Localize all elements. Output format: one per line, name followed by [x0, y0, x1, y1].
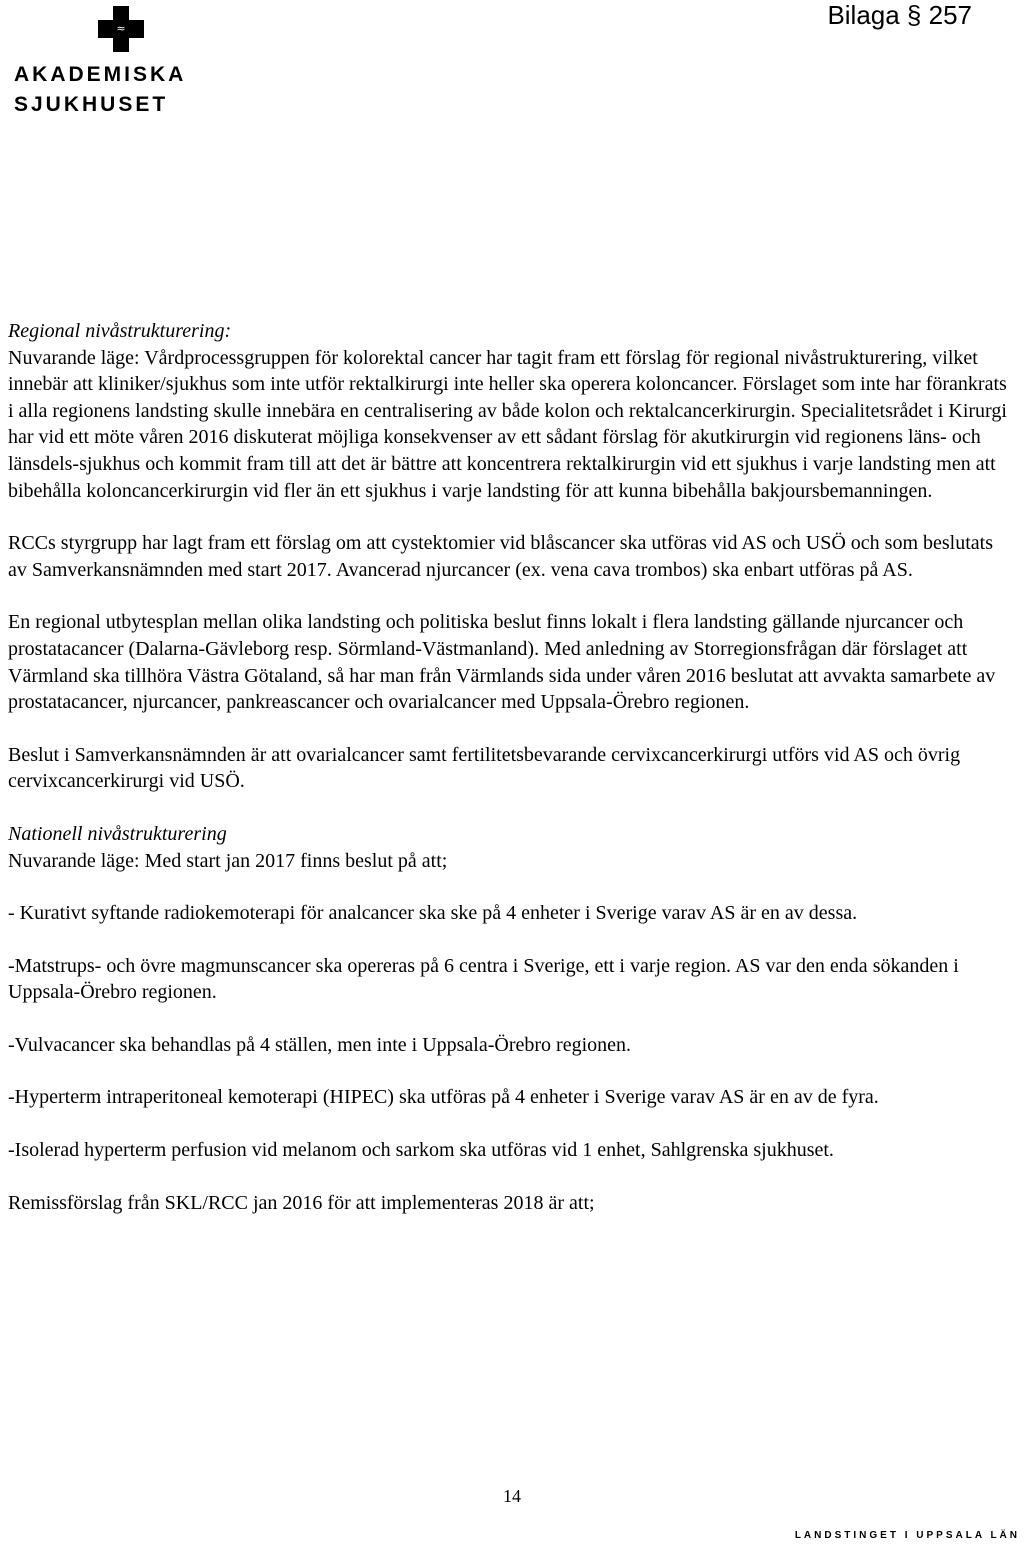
red-cross-icon — [98, 6, 144, 52]
list-item: -Vulvacancer ska behandlas på 4 ställen, men inte i Uppsala-Örebro regionen. — [8, 1033, 632, 1056]
list-item: - Kurativt syftande radiokemoterapi för analcancer ska ske på 4 enheter i Sverige varav AS är en av dessa. — [8, 902, 858, 925]
paragraph-nationell: Nuvarande läge: Med start jan 2017 finns beslut på att; — [8, 849, 448, 872]
logo-wordmark — [14, 60, 224, 120]
logo-line-2: SJUKHUSET — [14, 93, 169, 116]
paragraph-regional: Nuvarande läge: Vårdprocessgruppen för kolorektal cancer har tagit fram ett förslag för regional nivåstrukturering, vilket innebär att kliniker/sjukhus som inte utför rektalkirurgi inte heller ska operera koloncancer. Förslaget som inte har förankrats i alla regionens landsting skulle innebära en centralisering av både kolon och rektalcancerkirurgin. Specialitetsrådet i Kirurgi har vid ett möte våren 2016 diskuterat möjliga konsekvenser av ett sådant förslag för akutkirurgin vid regionens läns- och länsdels-sjukhus och kommit fram till att det är bättre att koncentrera rektalkirurgin vid ett sjukhus i varje landsting men att bibehålla koloncancerkirurgin vid fler än ett sjukhus i varje landsting för att kunna bibehålla bakjoursbemanningen. — [8, 346, 1007, 502]
page-number: 14 — [503, 1486, 521, 1506]
logo-emblem: ≈ — [116, 22, 126, 35]
hospital-logo — [14, 6, 224, 120]
paragraph-remiss: Remissförslag från SKL/RCC jan 2016 för att implementeras 2018 är att; — [8, 1191, 595, 1214]
logo-line-1: AKADEMISKA — [14, 63, 187, 86]
paragraph-beslut: Beslut i Samverkansnämnden är att ovarialcancer samt fertilitetsbevarande cervixcancerkirurgi utförs vid AS och övrig cervixcancerkirurgi vid USÖ. — [8, 743, 961, 793]
list-item: -Isolerad hyperterm perfusion vid melanom och sarkom ska utföras vid 1 enhet, Sahlgrenska sjukhuset. — [8, 1139, 834, 1162]
list-item: -Hyperterm intraperitoneal kemoterapi (HIPEC) ska utföras på 4 enheter i Sverige varav AS är en av de fyra. — [8, 1086, 879, 1109]
appendix-reference: Bilaga § 257 — [827, 0, 972, 30]
heading-nationell: Nationell nivåstrukturering — [8, 822, 227, 845]
footer-organization: LANDSTINGET I UPPSALA LÄN — [794, 1530, 1020, 1541]
list-item: -Matstrups- och övre magmunscancer ska opereras på 6 centra i Sverige, ett i varje region. AS var den enda sökanden i Uppsala-Örebro regionen. — [8, 954, 959, 1004]
paragraph-rcc: RCCs styrgrupp har lagt fram ett förslag om att cystektomier vid blåscancer ska utföras vid AS och USÖ och som beslutats av Samverkansnämnden med start 2017. Avancerad njurcancer (ex. vena cava trombos) ska enbart utföras på AS. — [8, 532, 994, 581]
heading-regional: Regional nivåstrukturering: — [8, 320, 232, 342]
document-body — [8, 318, 1012, 1216]
paragraph-utbytesplan: En regional utbytesplan mellan olika landsting och politiska beslut finns lokalt i flera landsting gällande njurcancer och prostatacancer (Dalarna-Gävleborg resp. Sörmland-Västmanland). Med anledning av Storregionsfrågan där förslaget att Värmland ska tillhöra Västra Götaland, så har man från Värmlands sida under våren 2016 beslutat att avvakta samarbete av prostatacancer, njurcancer, pankreascancer och ovarialcancer med Uppsala-Örebro regionen. — [8, 611, 996, 714]
